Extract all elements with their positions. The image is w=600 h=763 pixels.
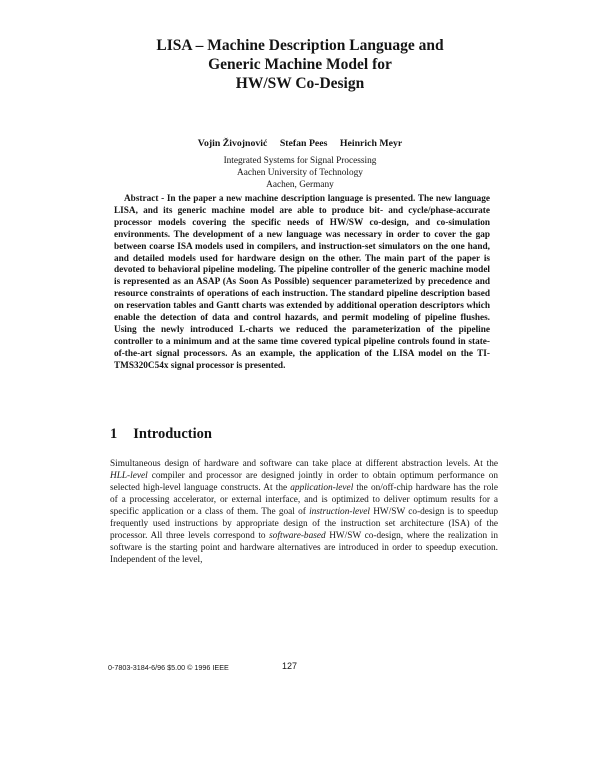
text-run: Simultaneous design of hardware and software can take place at different abstraction levels. At the [110, 459, 498, 469]
abstract-text: Abstract - In the paper a new machine description language is presented. The new language LISA, and its generic machine model are able to produce bit- and cycle/phase-accurate processor models covering the specific needs of HW/SW co-design, and co-simulation environments. The development of a new language was necessary in order to cover the gap between coarse ISA models used in compilers, and instruction-set simulators on the one hand, and detailed models used for hardware design on the other. The main part of the paper is devoted to behavioral pipeline modeling. The pipeline controller of the generic machine model is represented as an ASAP (As Soon As Possible) sequencer parameterized by precedence and resource constraints of operations of each instruction. The standard pipeline description based on reservation tables and Gantt charts was extended by additional operation descriptors which enable the detection of data and control hazards, and permit modeling of pipeline flushes. Using the newly introduced L-charts we reduced the parameterization of the pipeline controller to a minimum and at the same time covered typical pipeline controls found in state-of-the-art signal processors. As an example, the application of the LISA model on the TI-TMS320C54x signal processor is presented. [114, 194, 490, 371]
italic-term: HLL-level [110, 470, 148, 481]
introduction-body [110, 459, 498, 567]
italic-term: application-level [290, 482, 354, 493]
affiliation-line-2: Aachen University of Technology [237, 168, 363, 178]
page-number: 127 [282, 661, 298, 671]
author-list [60, 138, 540, 149]
italic-term: software-based [269, 530, 326, 541]
text-run: HW/SW co-design, where the realization in software is the starting point and hardware alternatives are introduced in order to speedup execution. Independent of the level, [110, 530, 498, 565]
affiliation-line-3: Aachen, Germany [266, 180, 334, 190]
copyright-footer: 0-7803-3184-6/96 $5.00 © 1996 IEEE [108, 663, 229, 672]
paper-title-line-1: LISA – Machine Description Language and [156, 37, 444, 54]
section-number: 1 [110, 426, 118, 442]
author-2: Stefan Pees [279, 138, 328, 149]
author-3: Heinrich Meyr [339, 138, 403, 149]
paper-title-line-2: Generic Machine Model for [208, 56, 392, 73]
introduction-paragraph [110, 459, 498, 567]
text-run: compiler and processor are designed jointly in order to obtain optimum performance on selected high-level language constructs. At the [110, 470, 498, 493]
italic-term: instruction-level [309, 506, 370, 517]
text-run: the on/off-chip hardware has the role of a processing accelerator, or external interface, and is optimized to deliver optimum results for a specific application or a class of them. The goal of [110, 482, 499, 517]
paper-title-line-3: HW/SW Co-Design [235, 75, 365, 92]
section-heading [110, 426, 212, 443]
author-1: Vojin Živojnović [197, 138, 268, 149]
section-title: Introduction [133, 426, 212, 442]
text-run: HW/SW co-design is to speedup frequently used instructions by appropriate design of the instruction set architecture (ISA) of the processor. All three levels correspond to [110, 506, 498, 541]
affiliation-line-1: Integrated Systems for Signal Processing [223, 156, 377, 166]
abstract [114, 194, 490, 373]
